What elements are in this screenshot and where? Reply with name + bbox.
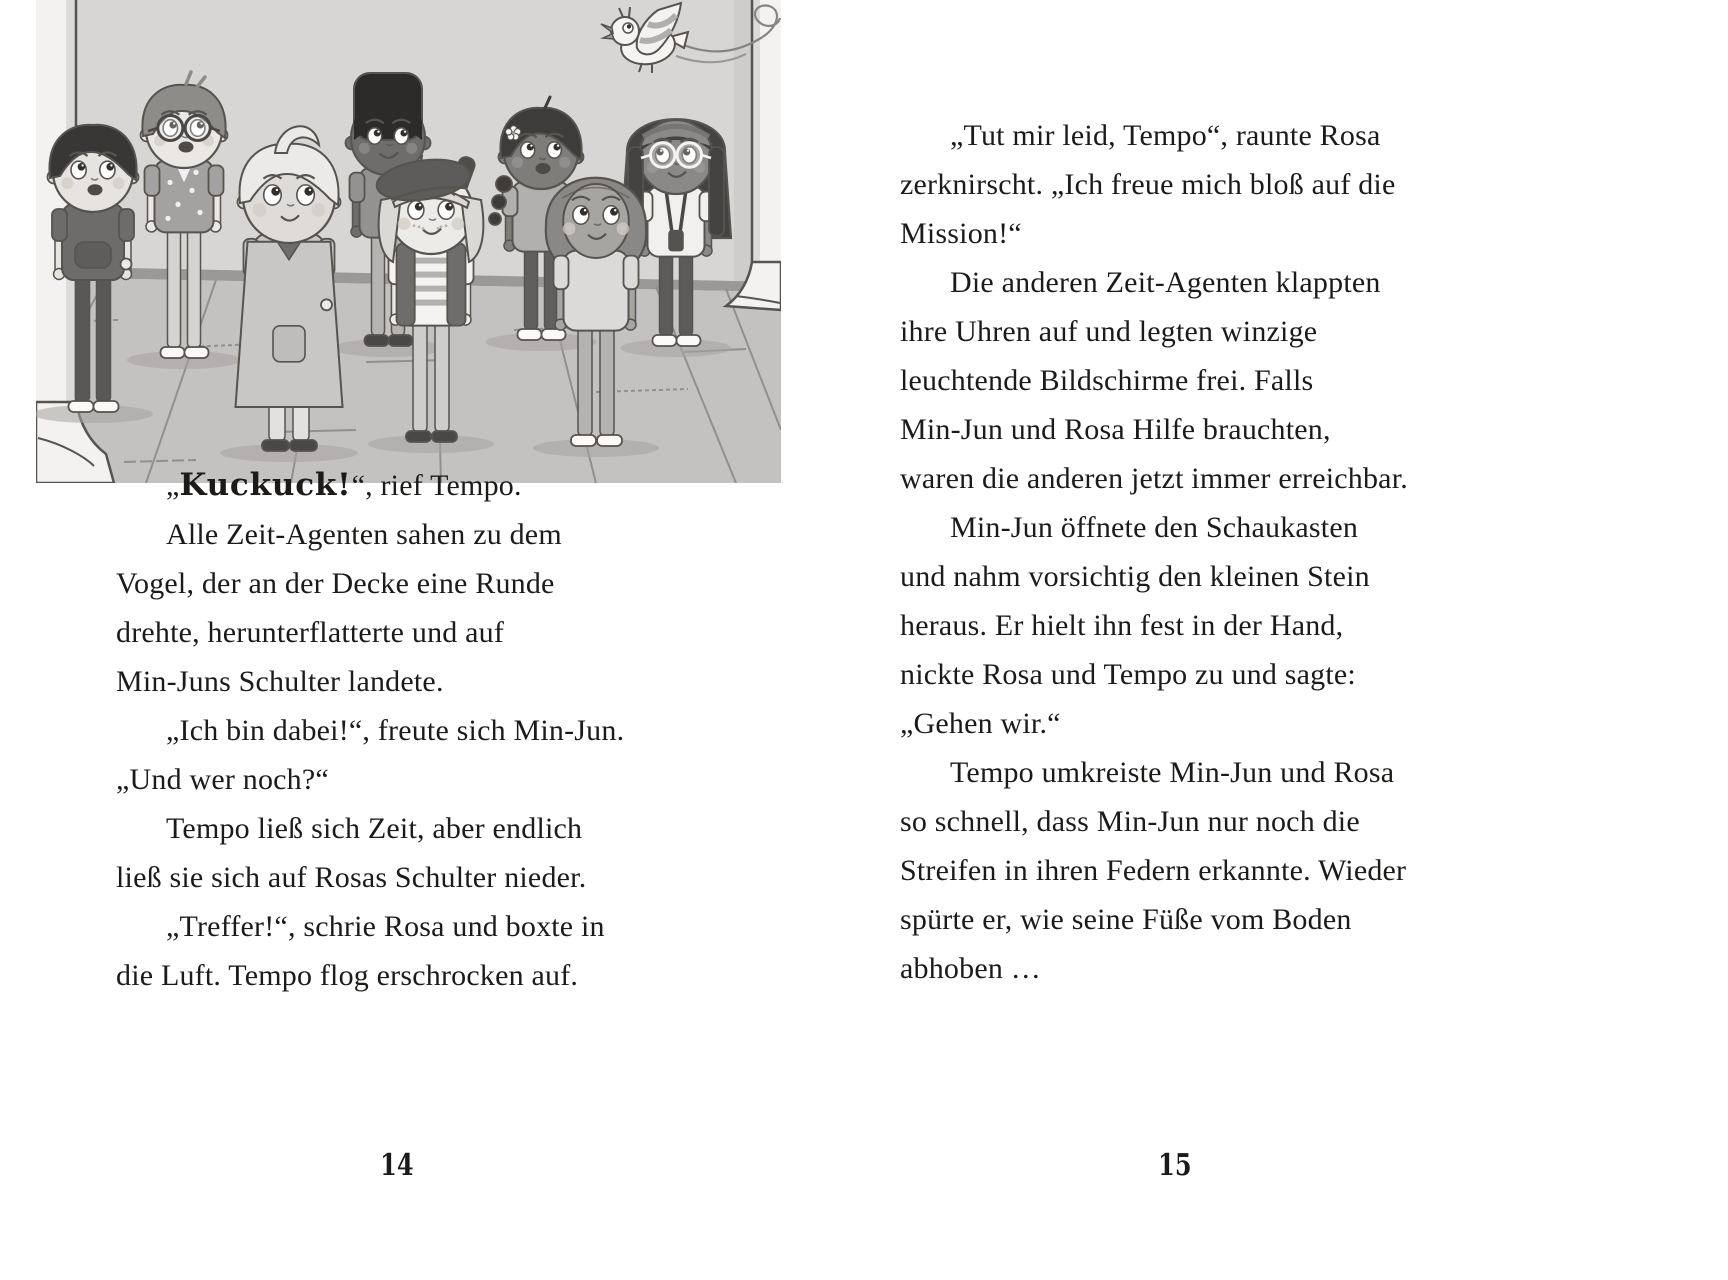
text-line	[116, 461, 716, 510]
text-line	[116, 902, 716, 951]
book-page-right	[864, 0, 1728, 1280]
display-word: Kuckuck!	[179, 467, 352, 503]
body-text: heraus. Er hielt ihn fest in der Hand,	[900, 609, 1344, 642]
body-text: “, rief Tempo.	[351, 469, 522, 502]
page-number-right: 15	[1158, 1148, 1192, 1183]
page-number-left: 14	[380, 1148, 414, 1183]
text-line	[900, 307, 1500, 356]
text-line	[900, 601, 1500, 650]
body-text: Streifen in ihren Federn erkannte. Wieder	[900, 854, 1407, 887]
body-text: „	[166, 469, 180, 502]
text-line	[900, 552, 1500, 601]
text-line	[116, 951, 716, 1000]
text-line	[900, 111, 1500, 160]
text-line	[116, 657, 716, 706]
text-line	[900, 895, 1500, 944]
text-line	[116, 608, 716, 657]
text-line	[900, 944, 1500, 993]
body-text: „Treffer!“, schrie Rosa und boxte in	[166, 910, 605, 943]
body-text: Die anderen Zeit-Agenten klappten	[950, 266, 1381, 299]
body-text: „Und wer noch?“	[116, 763, 329, 796]
body-text: Tempo ließ sich Zeit, aber endlich	[166, 812, 583, 845]
text-line	[900, 797, 1500, 846]
text-line	[900, 258, 1500, 307]
body-text: spürte er, wie seine Füße vom Boden	[900, 903, 1352, 936]
body-text: Min-Jun öffnete den Schaukasten	[950, 511, 1359, 544]
body-text: waren die anderen jetzt immer erreichbar.	[900, 462, 1408, 495]
text-line	[900, 699, 1500, 748]
body-text: und nahm vorsichtig den kleinen Stein	[900, 560, 1370, 593]
text-line	[116, 510, 716, 559]
right-page-text	[900, 111, 1500, 993]
body-text: ließ sie sich auf Rosas Schulter nieder.	[116, 861, 587, 894]
text-line	[116, 804, 716, 853]
body-text: „Ich bin dabei!“, freute sich Min-Jun.	[166, 714, 625, 747]
text-line	[900, 405, 1500, 454]
body-text: Mission!“	[900, 217, 1022, 250]
body-text: Vogel, der an der Decke eine Runde	[116, 567, 555, 600]
body-text: Min-Juns Schulter landete.	[116, 665, 444, 698]
text-line	[116, 853, 716, 902]
text-line	[900, 454, 1500, 503]
body-text: „Gehen wir.“	[900, 707, 1061, 740]
left-page-text	[116, 461, 716, 1000]
body-text: nickte Rosa und Tempo zu und sagte:	[900, 658, 1356, 691]
body-text: leuchtende Bildschirme frei. Falls	[900, 364, 1314, 397]
text-line	[116, 559, 716, 608]
text-line	[116, 755, 716, 804]
text-line	[900, 503, 1500, 552]
text-line	[900, 748, 1500, 797]
body-text: die Luft. Tempo flog erschrocken auf.	[116, 959, 579, 992]
text-line	[116, 706, 716, 755]
text-line	[900, 356, 1500, 405]
body-text: zerknirscht. „Ich freue mich bloß auf die	[900, 168, 1396, 201]
text-line	[900, 846, 1500, 895]
body-text: abhoben …	[900, 952, 1041, 985]
text-line	[900, 160, 1500, 209]
body-text: Min-Jun und Rosa Hilfe brauchten,	[900, 413, 1331, 446]
body-text: Alle Zeit-Agenten sahen zu dem	[166, 518, 562, 551]
text-line	[900, 209, 1500, 258]
body-text: drehte, herunterflatterte und auf	[116, 616, 505, 649]
body-text: „Tut mir leid, Tempo“, raunte Rosa	[950, 119, 1381, 152]
body-text: Tempo umkreiste Min-Jun und Rosa	[950, 756, 1395, 789]
body-text: ihre Uhren auf und legten winzige	[900, 315, 1318, 348]
text-line	[900, 650, 1500, 699]
scene-illustration-time-agents-hall	[36, 0, 781, 483]
body-text: so schnell, dass Min-Jun nur noch die	[900, 805, 1360, 838]
